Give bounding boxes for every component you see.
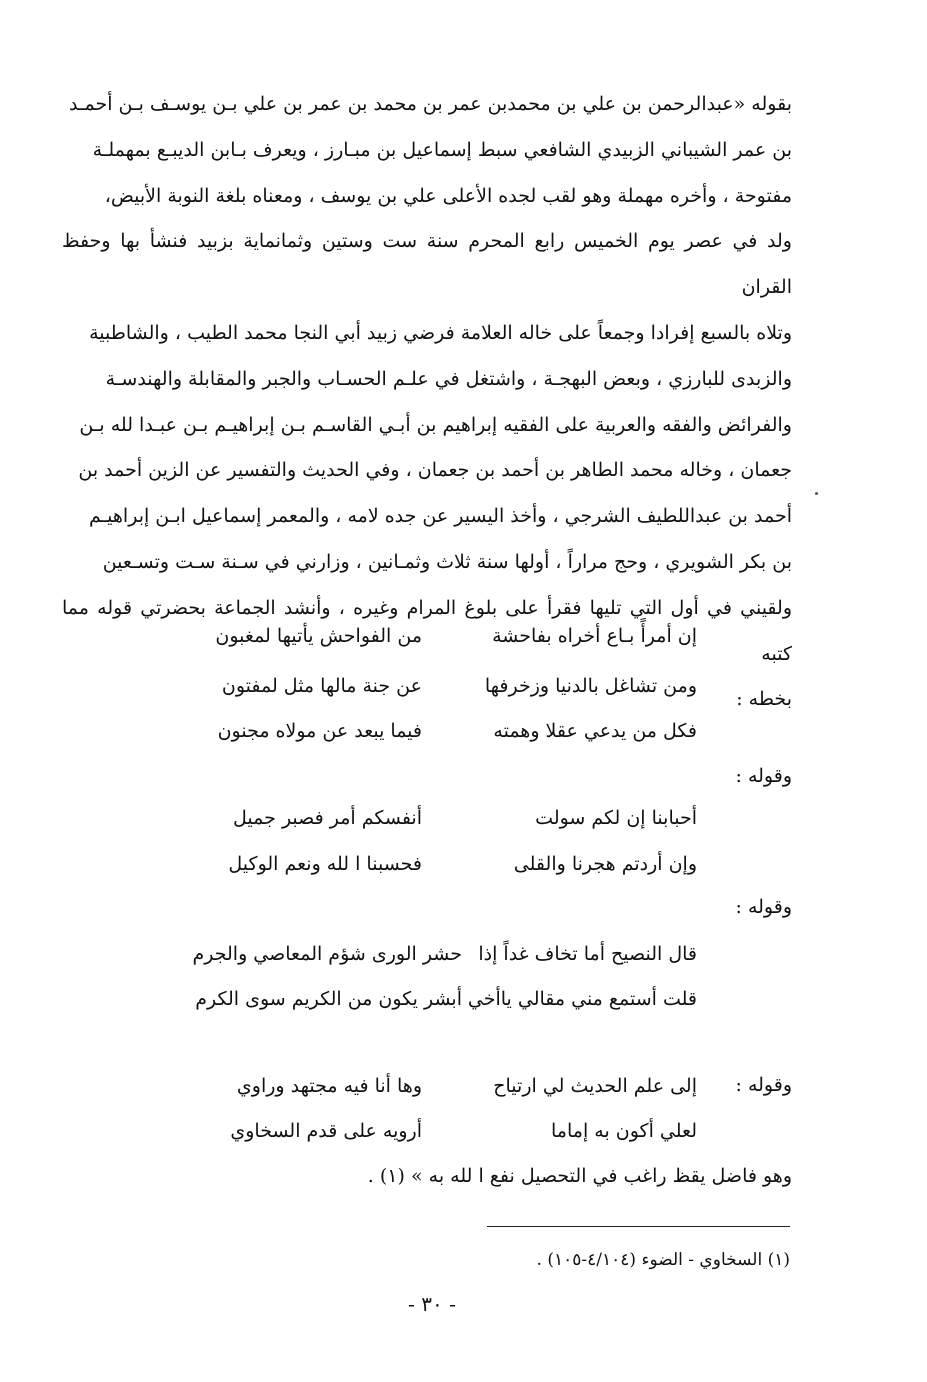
body-line: جعمان ، وخاله محمد الطاهر بن أحمد بن جعمان ، وفي الحديث والتفسير عن الزين أحمد بن: [78, 459, 792, 482]
poem-intro: وقوله :: [735, 765, 792, 787]
verse-second-hemistich: فيما يبعد عن مولاه مجنون: [217, 720, 422, 742]
poem-intro: وقوله :: [735, 896, 792, 918]
verse-first-hemistich: قال النصيح أما تخاف غداً إذا: [478, 943, 697, 965]
verse-first-hemistich: ومن تشاغل بالدنيا وزخرفها: [484, 675, 697, 697]
body-line: مفتوحة ، وأخره مهملة وهو لقب لجده الأعلى علي بن يوسف ، ومعناه بلغة النوبة الأبيض،: [104, 184, 792, 207]
verse-second-hemistich: حشر الورى شؤم المعاصي والجرم: [192, 943, 462, 965]
body-line: أحمد بن عبداللطيف الشرجي ، وأخذ اليسير عن جده لامه ، والمعمر إسماعيل ابـن إبراهيـم: [88, 505, 792, 528]
verse-first-hemistich: إن أمرأً بـاع أخراه بفاحشة: [492, 625, 697, 647]
body-line: بن بكر الشويري ، وحج مراراً ، أولها سنة ثلاث وثمـانين ، وزارني في سـنة سـت وتسـعين: [102, 550, 792, 573]
body-line: بخطه :: [736, 688, 792, 711]
body-line: ولقيني في أول التي تليها فقرأ على بلوغ المرام وغيره ، وأنشد الجماعة بحضرتي قوله مما كتبه: [62, 596, 792, 665]
verse-first-hemistich: لعلي أكون به إماما: [551, 1120, 697, 1142]
body-line: بن عمر الشيباني الزبيدي الشافعي سبط إسماعيل بن مبـارز ، ويعرف بـابن الديبـع بمهملـة: [92, 138, 792, 161]
poem-intro: وقوله :: [735, 1074, 792, 1096]
footnote-divider: [487, 1226, 790, 1227]
verse-first-hemistich: إلى علم الحديث لي ارتياح: [493, 1075, 697, 1097]
verse-second-hemistich: أنفسكم أمر فصبر جميل: [233, 807, 422, 829]
verse-second-hemistich: عن جنة مالها مثل لمفتون: [221, 675, 422, 697]
body-line: بقوله «عبدالرحمن بن علي بن محمدبن عمر بن محمد بن عمر بن علي بـن يوسـف بـن أحمـد: [68, 93, 792, 115]
verse-second-hemistich: وها أنا فيه مجتهد وراوي: [236, 1075, 422, 1097]
verse-second-hemistich: أبشر يكون من الكريم سوى الكرم: [195, 988, 462, 1010]
scan-speck: [815, 492, 818, 495]
verse-first-hemistich: فكل من يدعي عقلا وهمته: [493, 720, 697, 742]
verse-first-hemistich: أحبابنا إن لكم سولت: [535, 807, 697, 829]
verse-first-hemistich: وإن أردتم هجرنا والقلى: [513, 853, 697, 875]
verse-first-hemistich: قلت أستمع مني مقالي ياأخي: [467, 988, 697, 1010]
closing-line: وهو فاضل يقظ راغب في التحصيل نفع ا لله به » (١) .: [367, 1165, 792, 1187]
body-line: ولد في عصر يوم الخميس رابع المحرم سنة ست وستين وثمانماية بزبيد فنشأ بها وحفظ القران: [62, 230, 792, 299]
body-line: وتلاه بالسبع إفرادا وجمعاً على خاله العلامة فرضي زبيد أبي النجا محمد الطيب ، والشاطبية: [89, 321, 792, 344]
page-number: - ٣٠ -: [408, 1292, 456, 1316]
verse-second-hemistich: فحسبنا ا لله ونعم الوكيل: [228, 853, 422, 875]
footnote: (١) السخاوي - الضوء (٤/١٠٤-١٠٥) .: [536, 1250, 790, 1270]
body-line: والفرائض والفقه والعربية على الفقيه إبراهيم بن أبـي القاسـم بـن إبراهيـم بـن عبـدا لله بـن: [79, 413, 792, 436]
verse-second-hemistich: أرويه على قدم السخاوي: [230, 1120, 422, 1142]
body-line: والزبدى للبارزي ، وبعض البهجـة ، واشتغل في علـم الحسـاب والجبر والمقابلة والهندسـة: [105, 367, 792, 390]
verse-second-hemistich: من الفواحش يأتيها لمغبون: [215, 625, 422, 647]
